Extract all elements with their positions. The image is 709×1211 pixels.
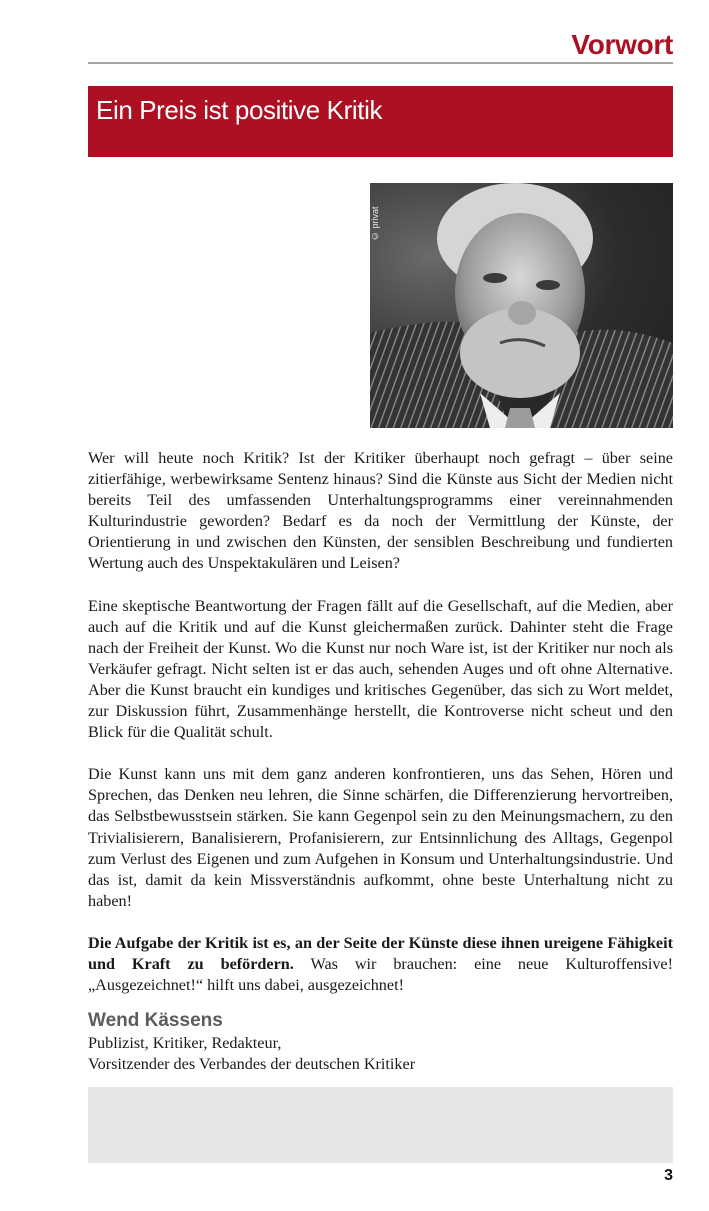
paragraph: Eine skeptische Beantwortung der Fragen fällt auf die Gesellschaft, auf die Medien, aber auch auf die Kritik und auf die Kunst gleichermaßen zurück. Dahinter steht die Frage nach der Freiheit der Kunst. Wo die Kunst nur noch Ware ist, ist der Kritiker nur noch als Verkäufer gefragt. Nicht selten ist er das auch, sehenden Auges und oft ohne Alternative. Aber die Kunst braucht ein kundiges und kritisches Gegenüber, das sich zu Wort meldet, zur Diskussion führt, Zusammenhänge herstellt, die Kontroverse nicht scheut und den Blick für die Qualität schult. [88, 596, 673, 742]
header-rule [88, 62, 673, 64]
gray-box [88, 1087, 673, 1163]
page-title: Ein Preis ist positive Kritik [96, 95, 383, 125]
author-block [88, 1009, 673, 1075]
section-label: Vorwort [571, 29, 673, 60]
portrait-illustration [370, 183, 673, 428]
author-name: Wend Kässens [88, 1010, 223, 1031]
author-role: Publizist, Kritiker, Redakteur, [88, 1034, 282, 1052]
page-number: 3 [664, 1167, 673, 1184]
paragraph: Wer will heute noch Kritik? Ist der Kritiker überhaupt noch gefragt – über seine zitierfähige, werbewirksame Sentenz hinaus? Sind die Künste aus Sicht der Medien nicht bereits Teil des umfassenden Unterhaltungsprogramms einer vereinnahmenden Kulturindustrie geworden? Bedarf es da noch der Vermittlung der Künste, der Orientierung in und zwischen den Künsten, der sensiblen Beschreibung und fundierten Wertung auch des Unspektakulären und Leisen? [88, 449, 673, 573]
closing-text: Was wir brauchen: eine neue Kulturoffensive! „Ausgezeichnet!“ hilft uns dabei, ausgezeichnet! [88, 954, 673, 995]
author-photo [370, 183, 673, 428]
article-body [88, 448, 673, 1017]
paragraph: Die Kunst kann uns mit dem ganz anderen konfrontieren, uns das Sehen, Hören und Sprechen, das Denken neu lehren, die Sinne schärfen, die Differenzierung hervortreiben, das Selbstbewusstsein stärken. Sie kann Gegenpol sein zu den Meinungsmachern, zu den Trivialisierern, Banalisierern, Profanisierern, zur Entsinnlichung des Alltags, Gegenpol zum Verlust des Eigenen und zum Aufgehen in Konsum und Unterhaltungsindustrie. Und das ist, damit da kein Missverständnis aufkommt, ohne beste Unterhaltung nicht zu haben! [88, 765, 673, 910]
author-role: Vorsitzender des Verbandes der deutschen Kritiker [88, 1055, 416, 1073]
closing-bold-text: Die Aufgabe der Kritik ist es, an der Seite der Künste diese ihnen ureigene Fähigkeit und Kraft zu befördern. [88, 933, 673, 973]
title-banner [88, 86, 673, 157]
photo-credit: © privat [370, 206, 380, 241]
closing-paragraph [88, 933, 673, 996]
